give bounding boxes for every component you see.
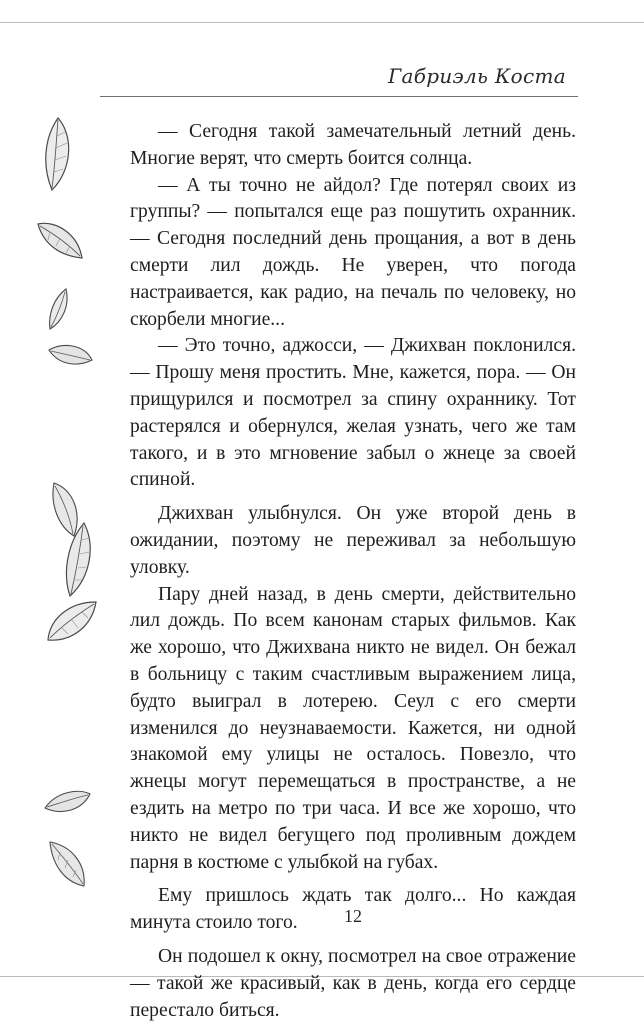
running-head bbox=[100, 64, 578, 97]
paragraph: Ему пришлось ждать так долго... Но каждая минута стоило того. bbox=[130, 885, 576, 934]
petal-icon bbox=[46, 340, 96, 370]
paragraph: Пару дней назад, в день смерти, действительно лил дождь. По всем канонам старых фильмов. Как же хорошо, что Джихвана никто не видел. Он бежал в больницу с таким счастливым выражением лица, будто выиграл в лотерею. Сеул с его смерти изменился до неузнаваемости. Кажется, ни одной знакомой ему улицы не осталось. Повезло, что жнецы могут перемещаться в пространстве, а не ездить на метро по три часа. И все же хорошо, что никто не видел бегущего под проливным дождем парня в костюме с улыбкой на губах. bbox=[130, 583, 576, 873]
paragraph: — Сегодня такой замечательный летний день. Многие верят, что смерть боится солнца. bbox=[130, 121, 576, 169]
petal-icon bbox=[38, 114, 78, 194]
scan-edge-top bbox=[0, 22, 644, 23]
running-head-author: Габриэль Коста bbox=[387, 64, 566, 88]
paragraph: Джихван улыбнулся. Он уже второй день в ожидании, поэтому не переживал за небольшую уловку. bbox=[130, 503, 576, 578]
page-number-value: 12 bbox=[344, 906, 362, 926]
paragraph: — Это точно, аджосси, — Джихван поклонился. — Прошу меня простить. Мне, кажется, пора. — Он прищурился и посмотрел за спину охраннику. Тот растерялся и обернулся, желая узнать, чего же там такого, и в это мгновение забыл о жнеце за своей спиной. bbox=[130, 335, 576, 491]
petal-icon bbox=[44, 286, 74, 332]
text-body bbox=[130, 119, 576, 1024]
page-number bbox=[0, 906, 644, 927]
petal-icon bbox=[42, 786, 94, 816]
petal-icon bbox=[46, 838, 90, 890]
petal-icon bbox=[42, 596, 100, 646]
petal-icon bbox=[58, 520, 98, 600]
paragraph: — А ты точно не айдол? Где потерял своих из группы? — попытался еще раз пошутить охранник. — Сегодня последний день прощания, а вот в день смерти лил дождь. Не уверен, что погода настраивается, как радио, на печаль по человеку, но скорбели многие... bbox=[130, 174, 576, 330]
paragraph: Он подошел к окну, посмотрел на свое отражение — такой же красивый, как в день, когда его сердце перестало биться. bbox=[130, 945, 576, 1021]
petal-icon bbox=[34, 218, 86, 262]
